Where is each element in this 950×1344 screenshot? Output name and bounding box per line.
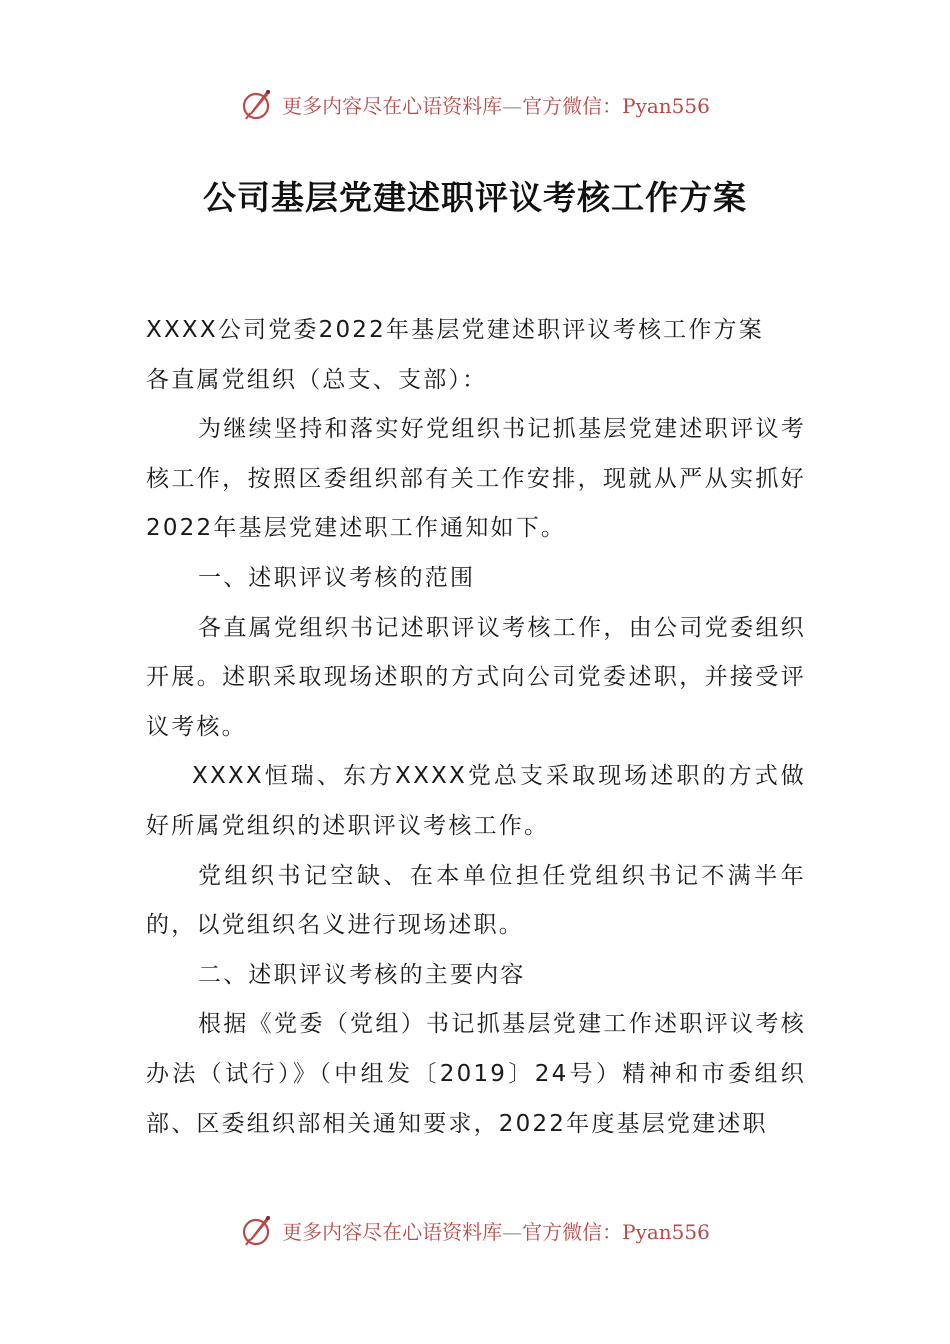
- paragraph-salutation: 各直属党组织（总支、支部）：: [146, 366, 488, 393]
- paragraph-scope-3: 党组织书记空缺、在本单位担任党组织书记不满半年的，以党组织名义进行现场述职。: [146, 862, 806, 939]
- paragraph-intro: 为继续坚持和落实好党组织书记抓基层党建述职评议考核工作，按照区委组织部有关工作安排，现就从严从实抓好2022年基层党建述职工作通知如下。: [146, 416, 806, 542]
- header-banner-contact: 官方微信：Pyan556: [522, 93, 710, 118]
- quill-logo-icon: [240, 86, 276, 122]
- section-heading-2: 二、述职评议考核的主要内容: [198, 961, 526, 988]
- paragraph-content-1: 根据《党委（党组）书记抓基层党建工作述职评议考核办法（试行）》（中组发〔2019〕24号）精神和市委组织部、区委组织部相关通知要求，2022年度基层党建述职: [146, 1011, 806, 1137]
- header-banner-main: 更多内容尽在心语资料库: [282, 93, 503, 118]
- footer-banner-contact: 官方微信：Pyan556: [522, 1219, 710, 1244]
- paragraph-heading-line: XXXX公司党委2022年基层党建述职评议考核工作方案: [146, 317, 764, 343]
- paragraph-scope-1: 各直属党组织书记述职评议考核工作，由公司党委组织开展。述职采取现场述职的方式向公司党委述职，并接受评议考核。: [146, 614, 806, 740]
- header-banner-separator: —: [502, 93, 523, 118]
- header-banner: [0, 84, 950, 124]
- paragraph-scope-2: XXXX恒瑞、东方XXXX党总支采取现场述职的方式做好所属党组织的述职评议考核工作。: [146, 763, 806, 839]
- document-title: 公司基层党建述职评议考核工作方案: [203, 178, 747, 217]
- footer-banner-main: 更多内容尽在心语资料库: [282, 1219, 503, 1244]
- section-heading-1: 一、述职评议考核的范围: [198, 564, 476, 591]
- quill-logo-icon: [240, 1212, 276, 1248]
- footer-banner-separator: —: [502, 1219, 523, 1244]
- footer-banner: [0, 1210, 950, 1250]
- document-body: [146, 306, 806, 1149]
- header-banner-text: [282, 90, 710, 119]
- footer-banner-text: [282, 1216, 710, 1245]
